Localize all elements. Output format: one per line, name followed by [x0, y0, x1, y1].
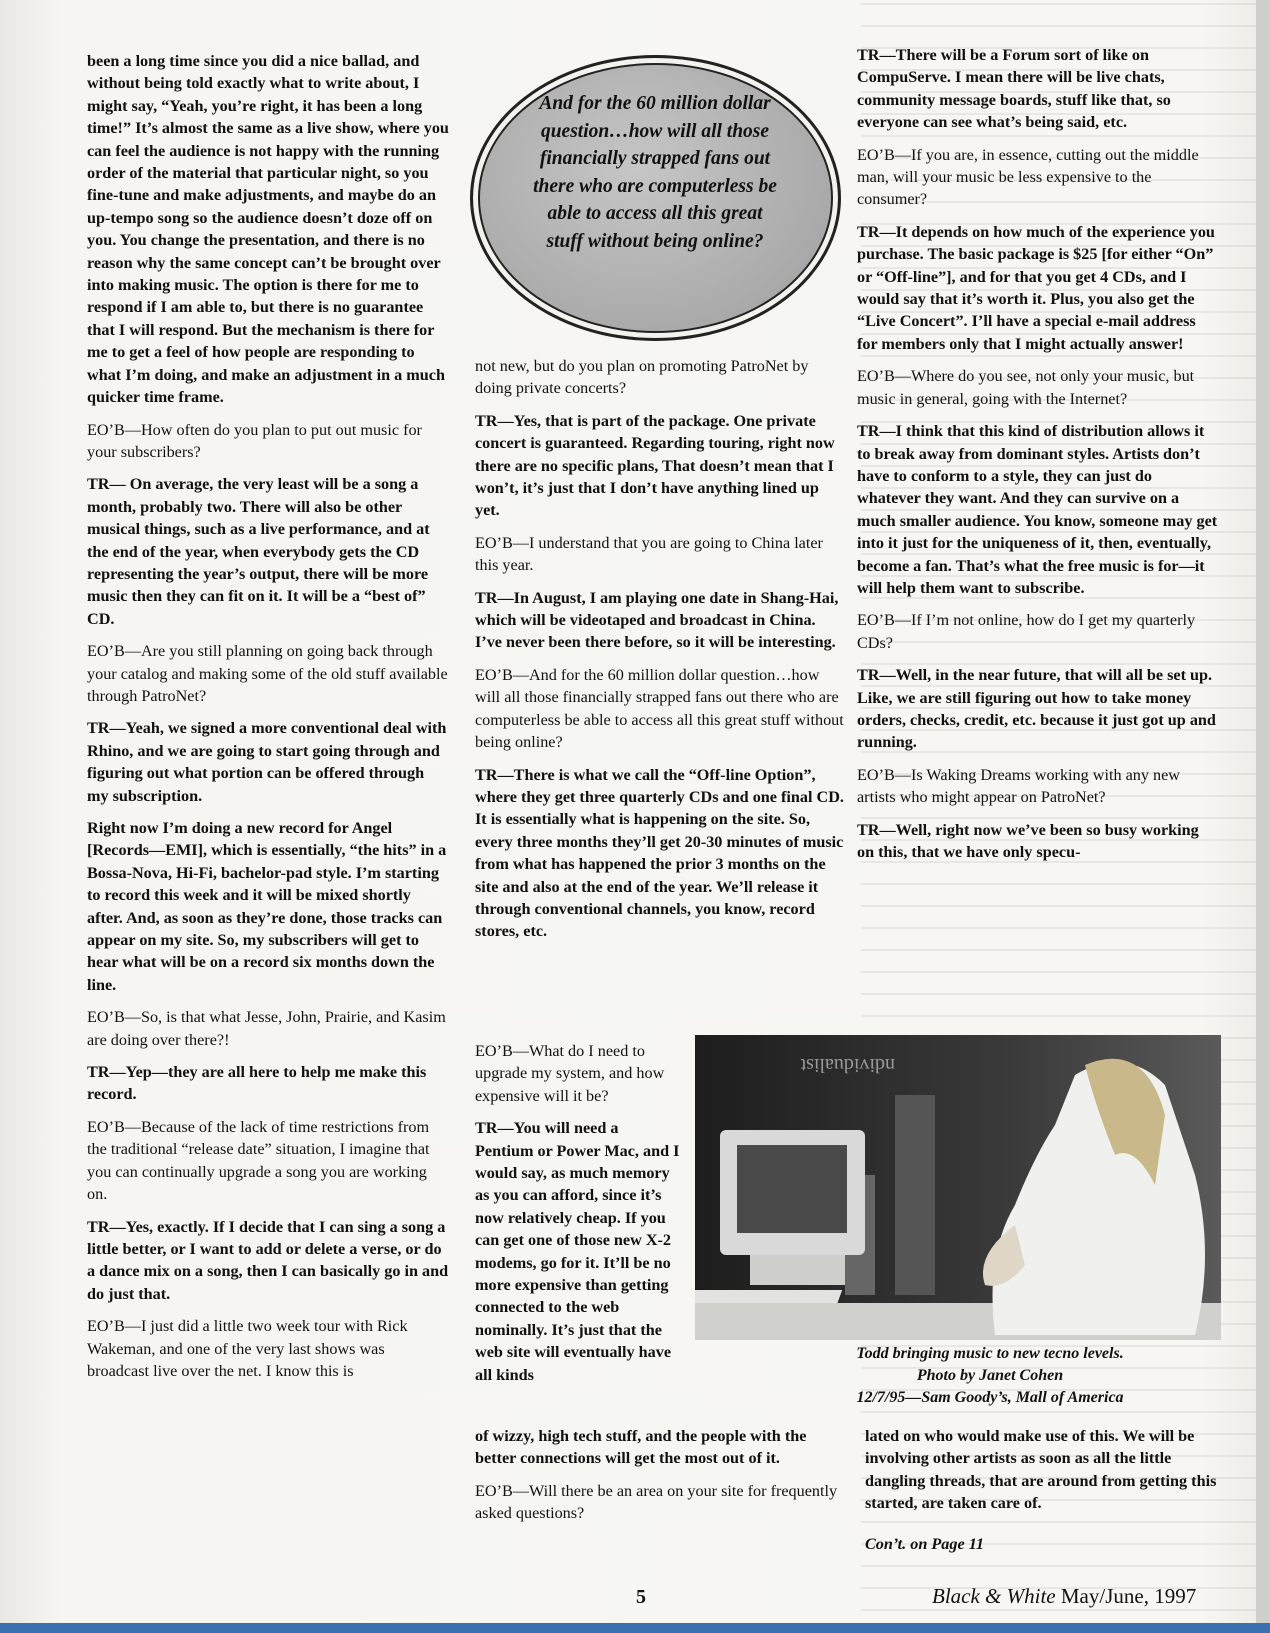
- answer-paragraph: TR—There will be a Forum sort of like on CompuServe. I mean there will be live chats, community message boards, stuff like that, so everyone can see what’s being said, etc.: [857, 46, 1171, 132]
- answer-paragraph: TR—Well, right now we’ve been so busy working on this, that we have only specu-: [857, 820, 1199, 861]
- answer-paragraph: TR—You will need a Pentium or Power Mac, and I would say, as much memory as you can afford, since it’s now relatively cheap. If you can get one of those new X-2 modems, go for it. It’ll be no more expensive than getting connected to the web nominally. It’s just that the web site will eventually have all kinds: [475, 1119, 680, 1384]
- caption-line-2: Photo by Janet Cohen: [916, 1367, 1064, 1384]
- page-edge: [1256, 0, 1270, 1633]
- column-2-top: [475, 355, 845, 953]
- answer-paragraph: of wizzy, high tech stuff, and the people with the better connections will get the most out of it.: [475, 1427, 807, 1468]
- question-paragraph: EO’B—How often do you plan to put out music for your subscribers?: [87, 420, 422, 461]
- question-paragraph: EO’B—So, is that what Jesse, John, Prairie, and Kasim are doing over there?!: [87, 1008, 446, 1049]
- column-3-top: [857, 44, 1219, 873]
- photo-sign: ndividualist: [800, 1054, 895, 1076]
- answer-paragraph: been a long time since you did a nice ballad, and without being told exactly what to write about, I might say, “Yeah, you’re right, it has been a long time!” It’s almost the same as a live show, where you can feel the audience is not happy with the running order of the material that particular night, so you fine-tune and make adjustments, and maybe do an up-tempo song so the audience doesn’t doze off on you. You change the presentation, and there is no reason why the same concept can’t be brought over into making music. The option is there for me to respond if I am able to, but there is no guarantee that I will respond. But the mechanism is there for me to get a feel of how people are responding to what I’m doing, and make an adjustment in a much quicker time frame.: [87, 52, 449, 407]
- column-1: [87, 50, 449, 1392]
- publication-name: Black & White: [932, 1584, 1056, 1608]
- question-paragraph: EO’B—I understand that you are going to China later this year.: [475, 533, 823, 575]
- scan-border: [0, 1623, 1270, 1633]
- column-2-bottom: [475, 1425, 845, 1535]
- photo-caption: [780, 1343, 1200, 1409]
- answer-paragraph: TR—I think that this kind of distribution allows it to break away from dominant styles. Artists don’t have to conform to a style, they can just do whatever they want. And they can survive on a much smaller audience. You know, someone may get into it just for the uniqueness of it, then, eventually, become a fan. That’s what the free music is for—it will help them want to subscribe.: [857, 422, 1218, 597]
- footer: [932, 1584, 1196, 1609]
- answer-paragraph: Right now I’m doing a new record for Angel [Records—EMI], which is essentially, “the hits” in a Bossa-Nova, Hi-Fi, bachelor-pad style. I’m starting to record this week and it will be mixed shortly after. And, as soon as they’re done, those tracks can appear on my site. So, my subscribers will get to hear what will be on a record six months down the line.: [87, 819, 447, 994]
- column-2-wrap: [475, 1040, 680, 1396]
- answer-paragraph: TR—Well, in the near future, that will all be set up. Like, we are still figuring out how to take money orders, checks, credit, etc. because it just got up and running.: [857, 666, 1216, 752]
- answer-paragraph: TR—There is what we call the “Off-line Option”, where they get three quarterly CDs and one final CD. It is essentially what is happening on the site. So, every three months they’ll get 20-30 minutes of music from what has happened the prior 3 months on the site and also at the end of the year. We’ll release it through conventional channels, you know, record stores, etc.: [475, 765, 844, 941]
- page-number: 5: [636, 1586, 646, 1608]
- answer-paragraph: TR—Yes, exactly. If I decide that I can sing a song a little better, or I want to add or delete a verse, or do a dance mix on a song, then I can basically go in and do just that.: [87, 1217, 449, 1303]
- answer-paragraph: TR— On average, the very least will be a song a month, probably two. There will also be other musical things, such as a live performance, and at the end of the year, when everybody gets the CD representing the year’s output, there will be more music then they can fit on it. It will be a “best of” CD.: [87, 475, 430, 628]
- issue-date: May/June, 1997: [1060, 1584, 1197, 1608]
- pull-quote: And for the 60 million dollar question…how will all those financially strapped fans out there who are computerless be able to access all this great stuff without being online?: [533, 93, 777, 252]
- answer-paragraph: TR—In August, I am playing one date in Shang-Hai, which will be videotaped and broadcast in China. I’ve never been there before, so it will be interesting.: [475, 588, 839, 652]
- question-paragraph: EO’B—Is Waking Dreams working with any new artists who might appear on PatroNet?: [857, 765, 1180, 807]
- question-paragraph: EO’B—If you are, in essence, cutting out the middle man, will your music be less expensive to the consumer?: [857, 145, 1199, 209]
- question-paragraph: EO’B—I just did a little two week tour with Rick Wakeman, and one of the very last shows was broadcast live over the net. I know this is: [87, 1317, 408, 1380]
- photo-illustration: [695, 1035, 1221, 1340]
- question-paragraph: EO’B—Where do you see, not only your music, but music in general, going with the Internet?: [857, 367, 1195, 408]
- photo-todd-computer: [695, 1035, 1221, 1340]
- question-paragraph: not new, but do you plan on promoting PatroNet by doing private concerts?: [475, 357, 809, 398]
- question-paragraph: EO’B—Will there be an area on your site for frequently asked questions?: [475, 1481, 838, 1523]
- caption-line-1: Todd bringing music to new tecno levels.: [856, 1345, 1124, 1362]
- question-paragraph: EO’B—What do I need to upgrade my system, and how expensive will it be?: [475, 1042, 665, 1105]
- question-paragraph: EO’B—If I’m not online, how do I get my quarterly CDs?: [857, 611, 1196, 652]
- answer-paragraph: TR—It depends on how much of the experience you purchase. The basic package is $25 [for either “On” or “Off-line”], and for that you get 4 CDs, and I would say that it’s worth it. Plus, you also get the “Live Concert”. I’ll have a special e-mail address for members only that I might actually answer!: [857, 222, 1215, 353]
- question-paragraph: EO’B—Are you still planning on going back through your catalog and making some of the old stuff available through PatroNet?: [87, 642, 448, 705]
- continued-note: Con’t. on Page 11: [865, 1534, 985, 1553]
- answer-paragraph: lated on who would make use of this. We will be involving other artists as soon as all the little dangling threads, that are around from getting this started, are taken care of.: [865, 1427, 1217, 1513]
- answer-paragraph: TR—Yes, that is part of the package. One private concert is guaranteed. Regarding touring, right now there are no specific plans, That doesn’t mean that I won’t, it’s just that I don’t have anything lined up yet.: [475, 411, 835, 520]
- question-paragraph: EO’B—And for the 60 million dollar question…how will all those financially strapped fans out there who are computerless be able to access all this great stuff without being online?: [475, 665, 844, 752]
- answer-paragraph: TR—Yeah, we signed a more conventional deal with Rhino, and we are going to start going through and figuring out what portion can be offered through my subscription.: [87, 719, 447, 805]
- question-paragraph: EO’B—Because of the lack of time restrictions from the traditional “release date” situation, I imagine that you can continually upgrade a song you are working on.: [87, 1117, 430, 1204]
- column-3-bottom: [865, 1425, 1220, 1565]
- answer-paragraph: TR—Yep—they are all here to help me make this record.: [87, 1063, 427, 1104]
- caption-line-3: 12/7/95—Sam Goody’s, Mall of America: [856, 1389, 1124, 1406]
